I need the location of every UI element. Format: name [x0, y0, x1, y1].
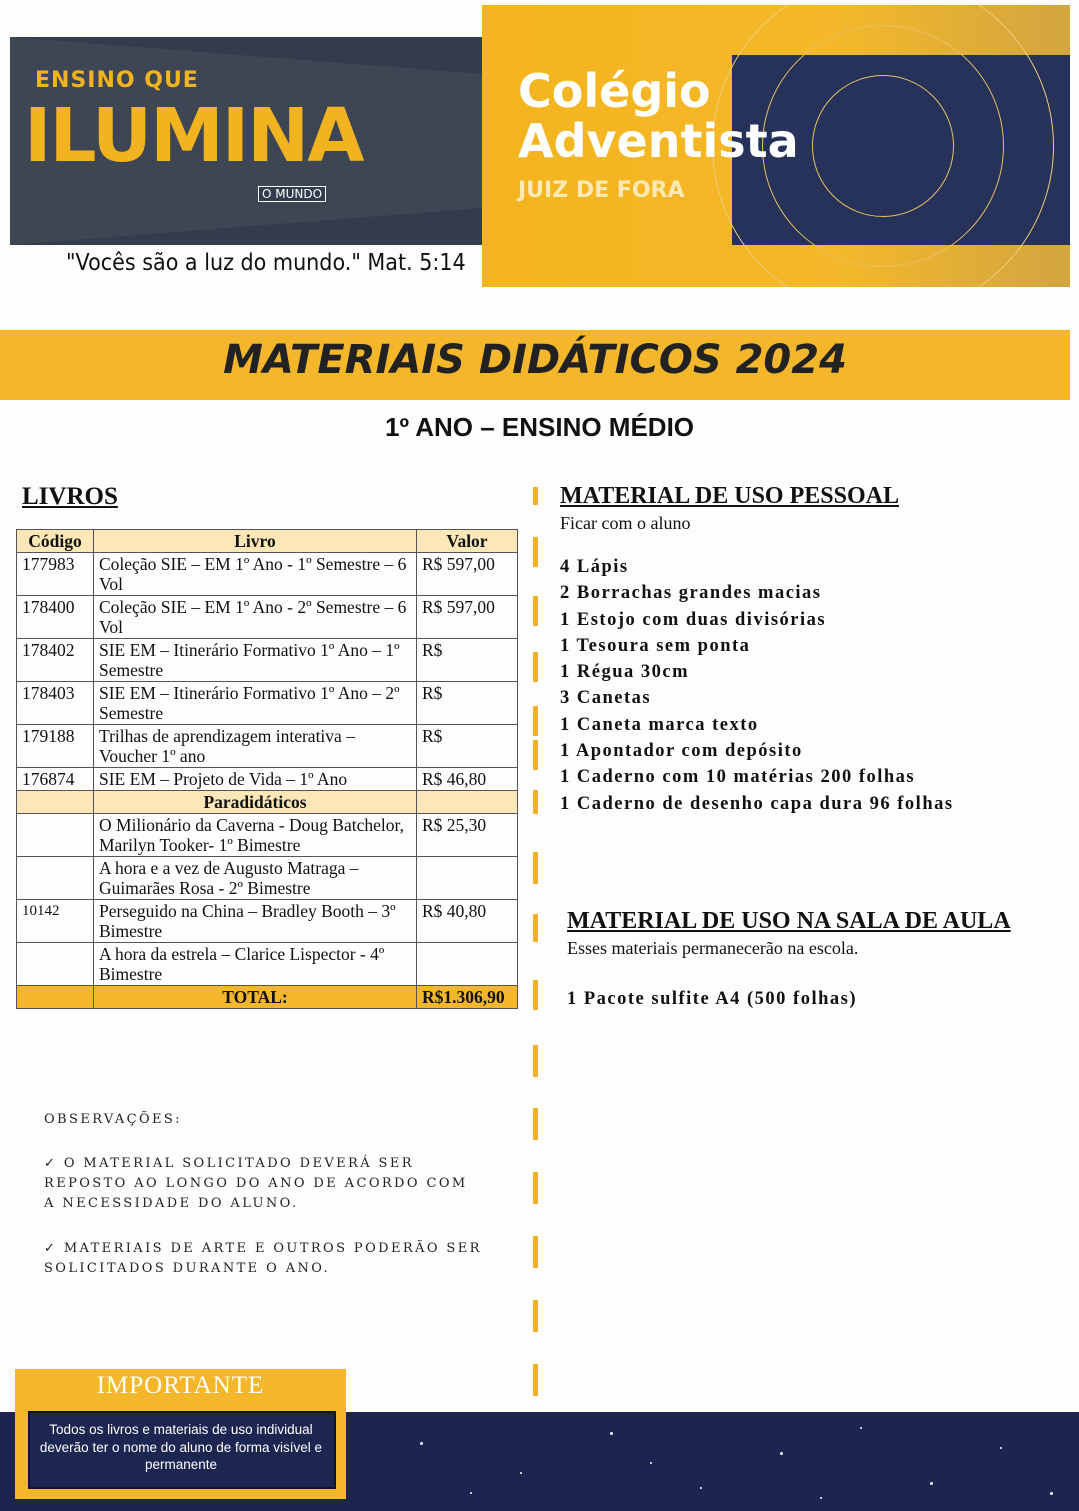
book-code: 177983: [17, 553, 94, 596]
personal-list: [560, 554, 954, 817]
book-title: O Milionário da Caverna - Doug Batchelor, Marilyn Tooker- 1º Bimestre: [94, 814, 417, 857]
book-value: R$: [417, 682, 518, 725]
books-table: [16, 529, 518, 1009]
important-text: Todos os livros e materiais de uso individual deverão ter o nome do aluno de forma visível e permanente: [39, 1422, 323, 1472]
book-title: A hora da estrela – Clarice Lispector - 4º Bimestre: [94, 943, 417, 986]
personal-note: Ficar com o aluno: [560, 513, 691, 533]
slogan-main: ILUMINA: [24, 93, 363, 179]
book-code: 176874: [17, 768, 94, 791]
book-value: R$ 597,00: [417, 553, 518, 596]
list-item: 1 Tesoura sem ponta: [560, 635, 751, 656]
table-row: [17, 639, 518, 682]
table-row: [17, 814, 518, 857]
table-row: [17, 725, 518, 768]
total-row: [17, 986, 518, 1009]
book-title: Perseguido na China – Bradley Booth – 3º Bimestre: [94, 900, 417, 943]
page-subtitle: 1º ANO – ENSINO MÉDIO: [384, 412, 695, 442]
book-code: 10142: [17, 900, 94, 943]
page-title: MATERIAIS DIDÁTICOS 2024: [223, 337, 847, 383]
col-header-code: Código: [17, 530, 94, 553]
book-value: [417, 857, 518, 900]
table-row: [17, 768, 518, 791]
list-item: 1 Estojo com duas divisórias: [560, 609, 827, 630]
list-item: 1 Apontador com depósito: [560, 741, 803, 762]
total-label: TOTAL:: [94, 986, 417, 1009]
table-row: [17, 553, 518, 596]
book-value: R$: [417, 725, 518, 768]
table-row: [17, 943, 518, 986]
list-item: 2 Borrachas grandes macias: [560, 583, 822, 604]
observation-item: ✓ MATERIAIS DE ARTE E OUTROS PODERÃO SER SOLICITADOS DURANTE O ANO.: [44, 1241, 482, 1276]
table-row: [17, 900, 518, 943]
book-code: 178402: [17, 639, 94, 682]
slogan-sub: O MUNDO: [258, 186, 326, 202]
table-row: [17, 596, 518, 639]
book-title: SIE EM – Projeto de Vida – 1º Ano: [94, 768, 417, 791]
bible-quote: "Vocês são a luz do mundo." Mat. 5:14: [66, 250, 466, 276]
book-value: R$ 40,80: [417, 900, 518, 943]
total-value: R$1.306,90: [417, 986, 518, 1009]
classroom-heading: MATERIAL DE USO NA SALA DE AULA: [567, 908, 1011, 934]
classroom-note: Esses materiais permanecerão na escola.: [567, 938, 859, 958]
list-item: 1 Caneta marca texto: [560, 714, 759, 735]
important-title: IMPORTANTE: [96, 1372, 265, 1399]
book-value: R$ 25,30: [417, 814, 518, 857]
book-code: [17, 814, 94, 857]
book-title: Trilhas de aprendizagem interativa – Voucher 1º ano: [94, 725, 417, 768]
table-row: [17, 682, 518, 725]
personal-heading: MATERIAL DE USO PESSOAL: [560, 483, 899, 509]
book-code: 179188: [17, 725, 94, 768]
book-value: R$: [417, 639, 518, 682]
book-title: SIE EM – Itinerário Formativo 1º Ano – 2º Semestre: [94, 682, 417, 725]
list-item: 1 Régua 30cm: [560, 662, 689, 683]
book-value: R$ 46,80: [417, 768, 518, 791]
classroom-list: [567, 986, 857, 1012]
book-value: R$ 597,00: [417, 596, 518, 639]
school-name: Colégio Adventista: [518, 64, 799, 168]
table-row: [17, 857, 518, 900]
books-heading: LIVROS: [22, 483, 118, 510]
section-label: Paradidáticos: [94, 791, 417, 814]
book-title: Coleção SIE – EM 1º Ano - 2º Semestre – 6 Vol: [94, 596, 417, 639]
slogan-top: ENSINO QUE: [35, 68, 199, 93]
col-header-book: Livro: [94, 530, 417, 553]
list-item: 1 Caderno com 10 matérias 200 folhas: [560, 767, 916, 788]
list-item: 1 Caderno de desenho capa dura 96 folhas: [560, 793, 954, 814]
list-item: 1 Pacote sulfite A4 (500 folhas): [567, 989, 858, 1009]
section-row: [17, 791, 518, 814]
book-code: 178400: [17, 596, 94, 639]
list-item: 4 Lápis: [560, 557, 629, 577]
school-city: JUIZ DE FORA: [518, 178, 685, 203]
book-code: [17, 857, 94, 900]
col-header-value: Valor: [417, 530, 518, 553]
book-title: A hora e a vez de Augusto Matraga – Guimarães Rosa - 2º Bimestre: [94, 857, 417, 900]
book-code: 178403: [17, 682, 94, 725]
book-code: [17, 943, 94, 986]
book-value: [417, 943, 518, 986]
observation-item: ✓ O MATERIAL SOLICITADO DEVERÁ SER REPOSTO AO LONGO DO ANO DE ACORDO COM A NECESSIDADE DO ALUNO.: [44, 1156, 468, 1211]
observations-heading: OBSERVAÇÕES:: [44, 1112, 183, 1127]
book-title: SIE EM – Itinerário Formativo 1º Ano – 1º Semestre: [94, 639, 417, 682]
book-title: Coleção SIE – EM 1º Ano - 1º Semestre – 6 Vol: [94, 553, 417, 596]
list-item: 3 Canetas: [560, 688, 652, 709]
